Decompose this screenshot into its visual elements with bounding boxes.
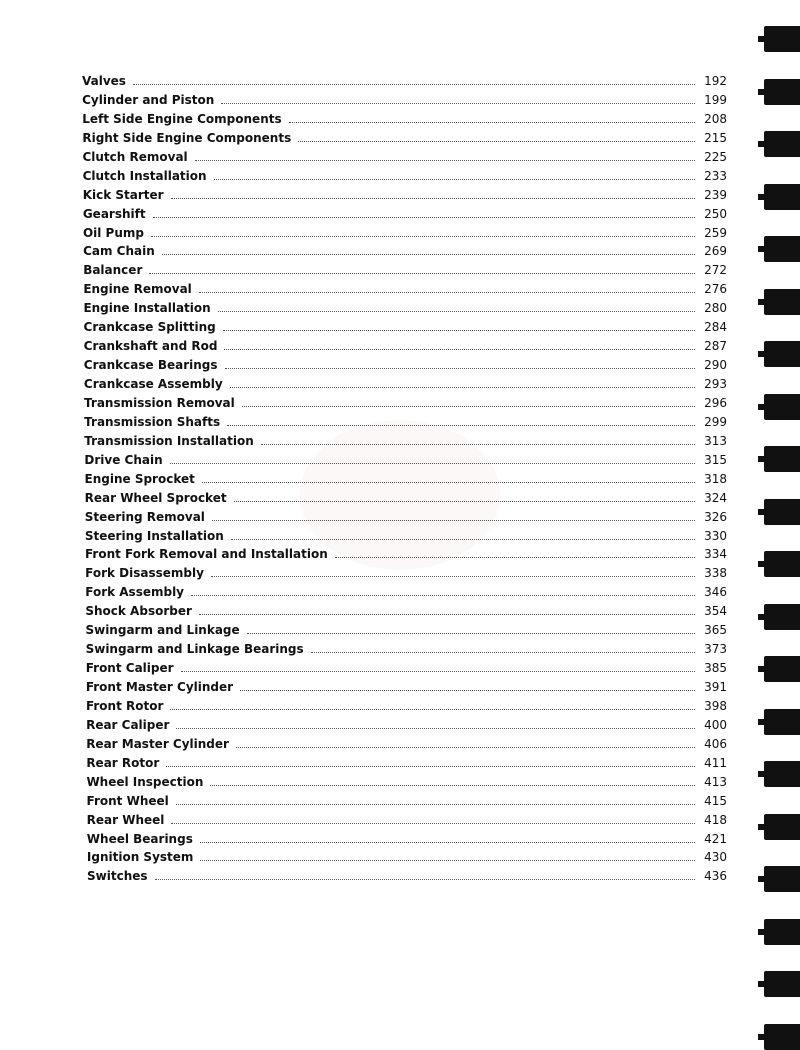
toc-dot-leader xyxy=(242,406,695,407)
toc-entry-title: Transmission Removal xyxy=(84,395,235,410)
toc-entry-page: 208 xyxy=(704,111,727,126)
toc-entry-title: Transmission Shafts xyxy=(84,414,221,429)
toc-dot-leader xyxy=(236,747,695,748)
toc-entry-page: 239 xyxy=(704,187,727,202)
binding-tab xyxy=(764,289,800,315)
toc-dot-leader xyxy=(149,273,695,274)
toc-dot-leader xyxy=(176,728,695,729)
toc-entry-title: Wheel Bearings xyxy=(86,831,193,846)
toc-dot-leader xyxy=(227,425,695,426)
toc-dot-leader xyxy=(171,198,695,199)
toc-entry-page: 290 xyxy=(704,358,727,373)
toc-entry-page: 225 xyxy=(704,149,727,164)
toc-entry[interactable] xyxy=(82,735,727,754)
toc-entry-page: 400 xyxy=(704,717,727,732)
toc-entry[interactable] xyxy=(82,583,727,602)
toc-entry[interactable] xyxy=(82,242,727,261)
toc-entry-page: 406 xyxy=(704,736,727,751)
toc-dot-leader xyxy=(210,785,695,786)
toc-entry[interactable] xyxy=(82,205,727,224)
toc-entry[interactable] xyxy=(82,678,727,697)
toc-entry[interactable] xyxy=(82,72,727,91)
toc-entry-title: Rear Wheel Sprocket xyxy=(84,490,227,505)
toc-dot-leader xyxy=(155,879,695,880)
toc-entry-page: 411 xyxy=(704,755,727,770)
toc-dot-leader xyxy=(261,444,695,445)
toc-entry[interactable] xyxy=(82,432,727,451)
toc-entry[interactable] xyxy=(82,527,727,546)
binding-tab xyxy=(764,26,800,52)
toc-entry[interactable] xyxy=(82,867,727,886)
binding-tab xyxy=(764,446,800,472)
toc-entry-title: Crankcase Bearings xyxy=(83,358,218,373)
toc-entry[interactable] xyxy=(82,754,727,773)
binding-tab xyxy=(764,604,800,630)
toc-entry[interactable] xyxy=(82,110,727,129)
toc-dot-leader xyxy=(191,595,695,596)
toc-entry-title: Switches xyxy=(87,869,148,884)
toc-entry-page: 398 xyxy=(704,698,727,713)
toc-entry-page: 430 xyxy=(704,850,727,865)
toc-entry[interactable] xyxy=(82,773,727,792)
toc-entry[interactable] xyxy=(82,318,727,337)
toc-entry-title: Front Wheel xyxy=(86,793,169,808)
toc-entry-page: 436 xyxy=(704,869,727,884)
toc-entry-title: Engine Removal xyxy=(83,282,192,297)
binding-tab xyxy=(764,971,800,997)
toc-entry-page: 233 xyxy=(704,168,727,183)
toc-entry-page: 418 xyxy=(704,812,727,827)
toc-dot-leader xyxy=(153,217,695,218)
toc-entry[interactable] xyxy=(82,792,727,811)
toc-entry-title: Steering Removal xyxy=(84,509,205,524)
toc-entry-title: Front Master Cylinder xyxy=(85,680,234,694)
toc-entry-page: 287 xyxy=(704,339,727,354)
toc-dot-leader xyxy=(176,804,695,805)
toc-dot-leader xyxy=(166,766,695,767)
binding-tab xyxy=(764,1024,800,1050)
toc-entry-page: 199 xyxy=(704,92,727,107)
toc-dot-leader xyxy=(162,254,695,255)
toc-entry-title: Transmission Installation xyxy=(84,433,254,448)
binding-tab xyxy=(764,866,800,892)
toc-dot-leader xyxy=(211,576,695,577)
toc-dot-leader xyxy=(212,520,695,521)
toc-dot-leader xyxy=(231,539,695,540)
toc-entry[interactable] xyxy=(82,621,727,640)
toc-entry[interactable] xyxy=(82,186,727,205)
binding-tab xyxy=(764,184,800,210)
toc-entry[interactable] xyxy=(82,564,727,583)
toc-entry-title: Engine Installation xyxy=(83,301,211,316)
toc-entry-title: Front Fork Removal and Installation xyxy=(85,547,328,562)
toc-entry-page: 324 xyxy=(704,490,727,505)
toc-entry-page: 299 xyxy=(704,414,727,429)
toc-entry-title: Ignition System xyxy=(86,850,194,865)
toc-entry[interactable] xyxy=(82,337,727,356)
toc-entry-page: 338 xyxy=(704,566,727,581)
toc-entry[interactable] xyxy=(82,280,727,299)
binding-tab xyxy=(764,341,800,367)
toc-entry-title: Rear Wheel xyxy=(86,812,165,827)
toc-entry-title: Swingarm and Linkage xyxy=(85,623,240,638)
toc-entry-page: 354 xyxy=(704,604,727,619)
toc-dot-leader xyxy=(202,482,695,483)
toc-entry[interactable] xyxy=(82,356,727,375)
spiral-binding xyxy=(758,0,800,1035)
toc-entry[interactable] xyxy=(82,299,727,318)
toc-entry-page: 330 xyxy=(704,528,727,543)
toc-entry-page: 313 xyxy=(704,433,727,448)
toc-entry-title: Clutch Removal xyxy=(82,149,188,164)
toc-entry-title: Front Rotor xyxy=(85,698,164,713)
toc-entry-title: Rear Caliper xyxy=(86,717,170,732)
toc-entry-page: 296 xyxy=(704,395,727,410)
toc-entry-page: 284 xyxy=(704,320,727,335)
toc-entry-title: Crankcase Assembly xyxy=(83,377,223,391)
toc-entry-page: 413 xyxy=(704,774,727,789)
toc-dot-leader xyxy=(240,690,695,691)
toc-entry-title: Steering Installation xyxy=(84,528,224,543)
toc-entry-title: Rear Master Cylinder xyxy=(86,736,229,751)
toc-dot-leader xyxy=(170,463,695,464)
binding-tab xyxy=(764,919,800,945)
binding-tab xyxy=(764,814,800,840)
toc-entry-title: Left Side Engine Components xyxy=(82,111,282,126)
toc-entry-title: Shock Absorber xyxy=(85,604,192,619)
toc-entry-title: Swingarm and Linkage Bearings xyxy=(85,642,304,657)
toc-entry[interactable] xyxy=(82,375,727,394)
toc-entry[interactable] xyxy=(82,830,727,849)
toc-entry-page: 280 xyxy=(704,301,727,316)
toc-dot-leader xyxy=(218,311,695,312)
toc-entry-page: 415 xyxy=(704,793,727,808)
toc-entry[interactable] xyxy=(82,489,727,508)
toc-entry-page: 250 xyxy=(704,206,727,221)
toc-dot-leader xyxy=(234,501,695,502)
toc-dot-leader xyxy=(171,823,695,824)
toc-entry[interactable] xyxy=(82,602,727,621)
toc-entry-title: Fork Disassembly xyxy=(85,566,204,581)
toc-dot-leader xyxy=(151,236,695,237)
toc-entry-page: 334 xyxy=(704,547,727,562)
toc-dot-leader xyxy=(133,84,695,85)
toc-entry-page: 385 xyxy=(704,661,727,676)
toc-dot-leader xyxy=(335,557,695,558)
toc-entry[interactable] xyxy=(82,811,727,830)
toc-entry-title: Balancer xyxy=(83,263,143,278)
toc-entry-page: 269 xyxy=(704,244,727,259)
toc-entry-title: Engine Sprocket xyxy=(84,471,195,486)
toc-entry-page: 373 xyxy=(704,642,727,657)
binding-tab xyxy=(764,761,800,787)
toc-entry[interactable] xyxy=(82,413,727,432)
toc-entry[interactable] xyxy=(82,659,727,678)
toc-dot-leader xyxy=(199,614,695,615)
toc-entry-page: 318 xyxy=(704,471,727,486)
toc-entry-page: 346 xyxy=(704,585,727,600)
toc-entry-title: Rear Rotor xyxy=(86,755,160,770)
toc-entry[interactable] xyxy=(82,261,727,280)
binding-tab xyxy=(764,551,800,577)
toc-entry-title: Cylinder and Piston xyxy=(82,92,215,107)
toc-dot-leader xyxy=(289,122,695,123)
toc-entry[interactable] xyxy=(82,508,727,527)
toc-dot-leader xyxy=(298,141,695,142)
toc-entry[interactable] xyxy=(82,167,727,186)
binding-tab xyxy=(764,709,800,735)
toc-entry-title: Oil Pump xyxy=(82,225,144,240)
toc-entry-page: 293 xyxy=(704,377,727,391)
toc-entry[interactable] xyxy=(82,394,727,413)
toc-entry-page: 326 xyxy=(704,509,727,524)
toc-entry-page: 391 xyxy=(704,680,727,694)
toc-entry-page: 421 xyxy=(704,831,727,846)
toc-entry[interactable] xyxy=(82,129,727,148)
toc-entry-title: Right Side Engine Components xyxy=(82,130,292,145)
toc-entry-page: 259 xyxy=(704,225,727,240)
binding-tab xyxy=(764,499,800,525)
toc-entry-title: Crankcase Splitting xyxy=(83,320,216,335)
toc-dot-leader xyxy=(223,330,695,331)
toc-dot-leader xyxy=(221,103,695,104)
toc-entry-page: 365 xyxy=(704,623,727,638)
toc-entry-page: 272 xyxy=(704,263,727,278)
toc-entry-title: Wheel Inspection xyxy=(86,774,204,789)
binding-tab xyxy=(764,236,800,262)
table-of-contents xyxy=(82,72,727,886)
toc-dot-leader xyxy=(230,387,695,388)
toc-dot-leader xyxy=(200,860,695,861)
toc-entry-page: 276 xyxy=(704,282,727,297)
toc-entry-title: Gearshift xyxy=(82,206,146,221)
binding-tab xyxy=(764,131,800,157)
binding-tab xyxy=(764,656,800,682)
toc-entry-title: Cam Chain xyxy=(83,244,155,259)
toc-entry[interactable] xyxy=(82,470,727,489)
toc-dot-leader xyxy=(224,349,695,350)
toc-entry-page: 315 xyxy=(704,452,727,467)
toc-entry-page: 215 xyxy=(704,130,727,145)
toc-dot-leader xyxy=(247,633,695,634)
toc-dot-leader xyxy=(225,368,695,369)
toc-entry[interactable] xyxy=(82,848,727,867)
toc-entry[interactable] xyxy=(82,224,727,243)
toc-dot-leader xyxy=(170,709,695,710)
toc-entry[interactable] xyxy=(82,545,727,564)
toc-entry[interactable] xyxy=(82,148,727,167)
toc-dot-leader xyxy=(199,292,695,293)
toc-entry-title: Kick Starter xyxy=(82,187,164,202)
toc-entry-title: Crankshaft and Rod xyxy=(83,339,218,354)
toc-entry[interactable] xyxy=(82,451,727,470)
binding-tab xyxy=(764,79,800,105)
toc-dot-leader xyxy=(200,842,695,843)
toc-dot-leader xyxy=(195,160,695,161)
toc-entry[interactable] xyxy=(82,716,727,735)
toc-entry[interactable] xyxy=(82,640,727,659)
toc-entry[interactable] xyxy=(82,697,727,716)
toc-entry-title: Fork Assembly xyxy=(85,585,185,600)
toc-entry-title: Front Caliper xyxy=(85,661,174,676)
binding-tab xyxy=(764,394,800,420)
toc-dot-leader xyxy=(214,179,695,180)
toc-entry-title: Clutch Installation xyxy=(82,168,207,183)
toc-entry-title: Drive Chain xyxy=(84,452,163,467)
toc-dot-leader xyxy=(311,652,695,653)
toc-entry-title: Valves xyxy=(82,74,126,88)
toc-entry-page: 192 xyxy=(704,74,727,88)
toc-dot-leader xyxy=(181,671,695,672)
toc-entry[interactable] xyxy=(82,91,727,110)
